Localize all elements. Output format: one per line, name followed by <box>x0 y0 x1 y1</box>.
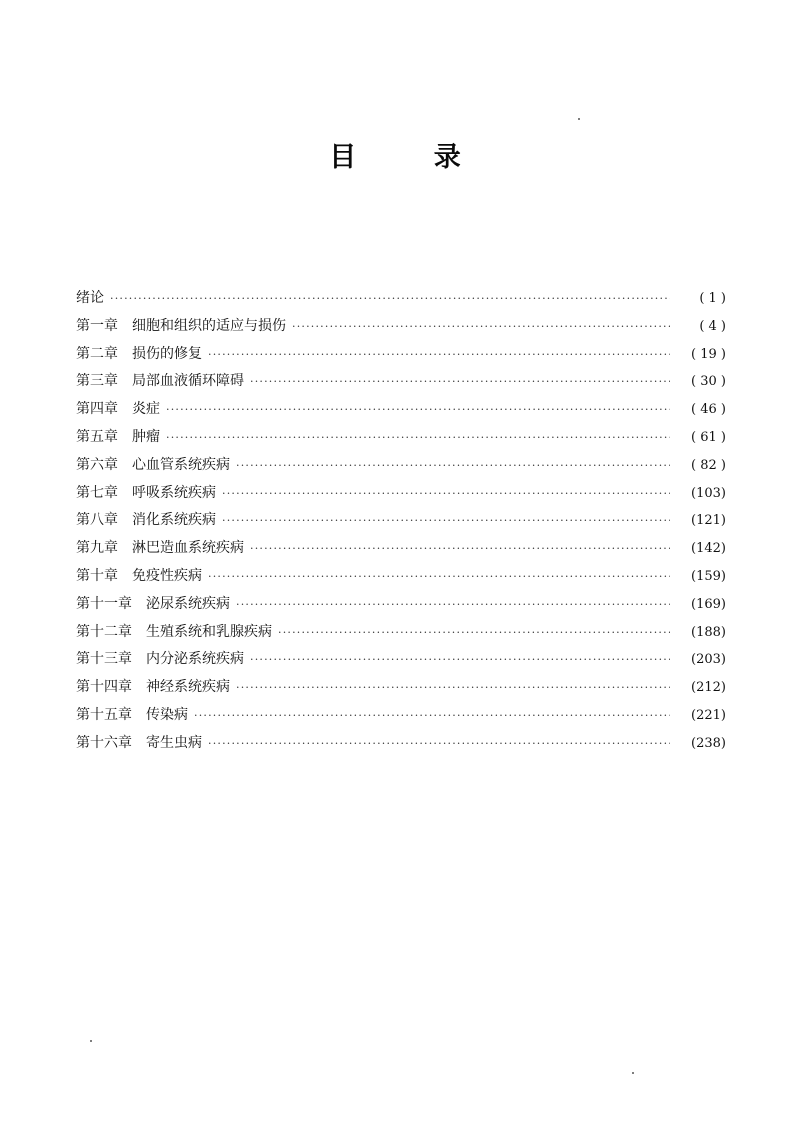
dot-leader <box>250 646 670 674</box>
toc-entry-page: ( 4 ) <box>699 318 726 334</box>
toc-entry-title: 内分泌系统疾病 <box>146 651 244 668</box>
scan-speck <box>90 1040 92 1042</box>
toc-entry-chapter-13[interactable] <box>76 646 726 674</box>
toc-entry-chapter-7[interactable] <box>76 480 726 508</box>
dot-leader <box>208 563 670 591</box>
toc-entry-title: 寄生虫病 <box>146 734 202 751</box>
toc-entry-chapter-14[interactable] <box>76 674 726 702</box>
toc-entry-chapter-6[interactable] <box>76 452 726 480</box>
dot-leader <box>278 619 670 647</box>
toc-entry-chapter-2[interactable] <box>76 341 726 369</box>
dot-leader <box>236 674 670 702</box>
dot-leader <box>110 285 670 313</box>
dot-leader <box>166 424 670 452</box>
toc-entry-page: (203) <box>691 652 726 668</box>
toc-entry-page: ( 19 ) <box>691 346 726 362</box>
toc-entry-chapter: 第七章 <box>76 484 118 501</box>
dot-leader <box>208 730 670 758</box>
toc-entry-chapter-11[interactable] <box>76 591 726 619</box>
toc-entry-chapter: 第三章 <box>76 373 118 390</box>
toc-entry-page: (188) <box>691 624 726 640</box>
toc-entry-page: ( 1 ) <box>699 291 726 306</box>
toc-entry-chapter-4[interactable] <box>76 396 726 424</box>
toc-entry-chapter-8[interactable] <box>76 507 726 535</box>
toc-entry-title: 泌尿系统疾病 <box>146 595 230 612</box>
toc-entry-page: ( 46 ) <box>691 402 726 418</box>
toc-entry-chapter: 第八章 <box>76 512 118 529</box>
toc-entry-title: 生殖系统和乳腺疾病 <box>146 623 272 640</box>
toc-entry-chapter: 第四章 <box>76 401 118 418</box>
toc-entry-title: 传染病 <box>146 706 188 723</box>
toc-entry-chapter: 第一章 <box>76 317 118 334</box>
toc-entry-title: 神经系统疾病 <box>146 679 230 696</box>
toc-entry-page: (221) <box>691 707 726 723</box>
dot-leader <box>222 480 670 508</box>
dot-leader <box>250 368 670 396</box>
toc-entry-page: (212) <box>691 680 726 696</box>
toc-entry-page: (103) <box>691 485 726 501</box>
dot-leader <box>222 507 670 535</box>
toc-entry-chapter: 第十二章 <box>76 623 132 640</box>
toc-entry-chapter-10[interactable] <box>76 563 726 591</box>
toc-entry-chapter-3[interactable] <box>76 368 726 396</box>
page-title: 目 录 <box>329 142 495 173</box>
toc-entry-page: (121) <box>691 513 726 529</box>
toc-entry-chapter: 第五章 <box>76 428 118 445</box>
dot-leader <box>194 702 670 730</box>
toc-entry-chapter: 第十六章 <box>76 734 132 751</box>
toc-entry-title: 免疫性疾病 <box>132 567 202 584</box>
toc-entry-chapter-15[interactable] <box>76 702 726 730</box>
toc-entry-intro[interactable] <box>76 285 726 313</box>
toc-entry-page: ( 61 ) <box>691 429 726 445</box>
toc-entry-chapter: 第十五章 <box>76 706 132 723</box>
table-of-contents <box>76 285 726 758</box>
toc-entry-chapter-1[interactable] <box>76 313 726 341</box>
dot-leader <box>166 396 670 424</box>
toc-entry-chapter: 第十四章 <box>76 679 132 696</box>
toc-entry-title: 淋巴造血系统疾病 <box>132 540 244 557</box>
toc-entry-chapter: 第十三章 <box>76 651 132 668</box>
dot-leader <box>208 341 670 369</box>
toc-entry-page: (142) <box>691 541 726 557</box>
toc-entry-title: 绪论 <box>76 290 104 306</box>
toc-entry-page: ( 30 ) <box>691 374 726 390</box>
scan-speck <box>578 118 580 120</box>
toc-entry-chapter-16[interactable] <box>76 730 726 758</box>
toc-entry-chapter: 第六章 <box>76 456 118 473</box>
toc-entry-chapter-9[interactable] <box>76 535 726 563</box>
toc-entry-title: 细胞和组织的适应与损伤 <box>132 317 286 334</box>
toc-entry-chapter-5[interactable] <box>76 424 726 452</box>
toc-entry-chapter-12[interactable] <box>76 619 726 647</box>
toc-entry-page: (169) <box>691 596 726 612</box>
toc-entry-chapter: 第二章 <box>76 345 118 362</box>
scan-speck <box>632 1072 634 1074</box>
dot-leader <box>236 591 670 619</box>
toc-entry-title: 消化系统疾病 <box>132 512 216 529</box>
toc-entry-title: 肿瘤 <box>132 428 160 445</box>
dot-leader <box>292 313 670 341</box>
toc-entry-page: (159) <box>691 568 726 584</box>
toc-entry-chapter: 第十章 <box>76 567 118 584</box>
toc-entry-title: 损伤的修复 <box>132 345 202 362</box>
toc-entry-title: 心血管系统疾病 <box>132 456 230 473</box>
toc-entry-chapter: 第十一章 <box>76 595 132 612</box>
toc-entry-title: 炎症 <box>132 401 160 418</box>
dot-leader <box>236 452 670 480</box>
dot-leader <box>250 535 670 563</box>
toc-entry-chapter: 第九章 <box>76 540 118 557</box>
toc-entry-page: ( 82 ) <box>691 457 726 473</box>
toc-entry-page: (238) <box>691 735 726 751</box>
toc-entry-title: 呼吸系统疾病 <box>132 484 216 501</box>
toc-entry-title: 局部血液循环障碍 <box>132 373 244 390</box>
